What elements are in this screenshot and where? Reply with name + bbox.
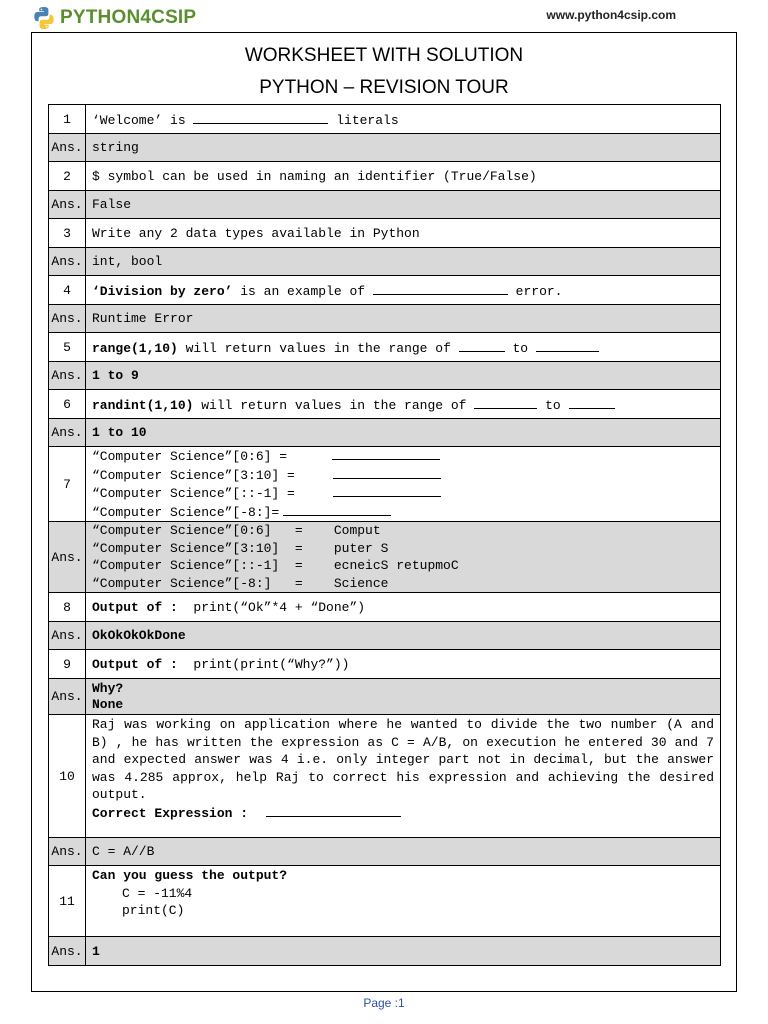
- question-text: $ symbol can be used in naming an identifier (True/False): [86, 162, 721, 191]
- title-line-2: PYTHON – REVISION TOUR: [259, 77, 509, 98]
- answer-row: [49, 305, 721, 333]
- answer-text: “Computer Science”[0:6] = Comput “Computer Science”[3:10] = puter S “Computer Science”[::-1] = ecneicS retupmoC “Computer Science”[-8:] = Science: [86, 522, 721, 593]
- answer-blank: [283, 503, 391, 516]
- answer-row: [49, 248, 721, 276]
- question-text: Write any 2 data types available in Python: [86, 219, 721, 248]
- question-number: 9: [49, 650, 86, 679]
- answer-blank: [569, 396, 615, 409]
- answer-row: [49, 362, 721, 390]
- question-row: [49, 447, 721, 522]
- answer-label: Ans.: [49, 305, 86, 333]
- answer-row: [49, 191, 721, 219]
- question-text: Output of : print(print(“Why?”)): [86, 650, 721, 679]
- answer-label: Ans.: [49, 679, 86, 715]
- answer-text: OkOkOkOkDone: [86, 622, 721, 650]
- logo: [32, 6, 196, 30]
- question-text: Output of : print(“Ok”*4 + “Done”): [86, 593, 721, 622]
- answer-blank: [193, 111, 328, 124]
- question-row: [49, 276, 721, 305]
- answer-row: [49, 679, 721, 715]
- page-number: Page :1: [363, 996, 405, 1010]
- answer-text: False: [86, 191, 721, 219]
- answer-text: string: [86, 134, 721, 162]
- answer-label: Ans.: [49, 622, 86, 650]
- question-row: [49, 390, 721, 419]
- answer-label: Ans.: [49, 937, 86, 966]
- question-text: Can you guess the output? C = -11%4 print(C): [86, 866, 721, 937]
- answer-text: C = A//B: [86, 838, 721, 866]
- question-row: [49, 650, 721, 679]
- question-number: 10: [49, 715, 86, 838]
- question-number: 6: [49, 390, 86, 419]
- page-title: [0, 40, 768, 104]
- question-text: range(1,10) will return values in the range of to: [86, 333, 721, 362]
- answer-text: 1: [86, 937, 721, 966]
- question-row: [49, 105, 721, 134]
- question-row: [49, 866, 721, 937]
- question-number: 1: [49, 105, 86, 134]
- answer-blank: [459, 339, 505, 352]
- question-number: 4: [49, 276, 86, 305]
- answer-blank: [333, 466, 441, 479]
- answer-label: Ans.: [49, 134, 86, 162]
- answer-row: [49, 522, 721, 593]
- question-text: ‘Welcome’ is literals: [86, 105, 721, 134]
- answer-row: [49, 622, 721, 650]
- question-number: 8: [49, 593, 86, 622]
- question-number: 5: [49, 333, 86, 362]
- question-row: [49, 219, 721, 248]
- question-text: ‘Division by zero’ is an example of error.: [86, 276, 721, 305]
- answer-text: int, bool: [86, 248, 721, 276]
- answer-label: Ans.: [49, 419, 86, 447]
- answer-row: [49, 134, 721, 162]
- answer-text: Runtime Error: [86, 305, 721, 333]
- answer-label: Ans.: [49, 362, 86, 390]
- worksheet-table: [48, 104, 721, 966]
- question-number: 3: [49, 219, 86, 248]
- question-row: [49, 593, 721, 622]
- title-line-1: WORKSHEET WITH SOLUTION: [244, 45, 524, 66]
- question-number: 7: [49, 447, 86, 522]
- answer-row: [49, 419, 721, 447]
- question-number: 11: [49, 866, 86, 937]
- answer-text: Why? None: [86, 679, 721, 715]
- answer-text: 1 to 9: [86, 362, 721, 390]
- question-row: [49, 162, 721, 191]
- question-text: “Computer Science”[0:6] = “Computer Science”[3:10] = “Computer Science”[::-1] = “Computer Science”[-8:]=: [86, 447, 721, 522]
- python-logo-icon: [32, 6, 56, 30]
- answer-label: Ans.: [49, 248, 86, 276]
- answer-blank: [474, 396, 537, 409]
- answer-row: [49, 838, 721, 866]
- answer-blank: [333, 484, 441, 497]
- answer-row: [49, 937, 721, 966]
- answer-blank: [266, 804, 401, 817]
- site-url: www.python4csip.com: [546, 8, 676, 22]
- answer-blank: [373, 282, 508, 295]
- answer-blank: [332, 447, 440, 460]
- question-row: [49, 715, 721, 838]
- question-row: [49, 333, 721, 362]
- answer-label: Ans.: [49, 838, 86, 866]
- answer-label: Ans.: [49, 522, 86, 593]
- question-number: 2: [49, 162, 86, 191]
- question-text: Raj was working on application where he wanted to divide the two number (A and B) , he has written the expression as C = A/B, on execution he entered 30 and 7 and expected answer was 4 i.e. only integer part not in decimal, but the answer was 4.285 approx, help Raj to correct his expression and achieving the desired output. Correct Expression :: [86, 715, 721, 838]
- answer-label: Ans.: [49, 191, 86, 219]
- answer-text: 1 to 10: [86, 419, 721, 447]
- question-text: randint(1,10) will return values in the range of to: [86, 390, 721, 419]
- answer-blank: [536, 339, 599, 352]
- logo-text: PYTHON4CSIP: [60, 7, 197, 28]
